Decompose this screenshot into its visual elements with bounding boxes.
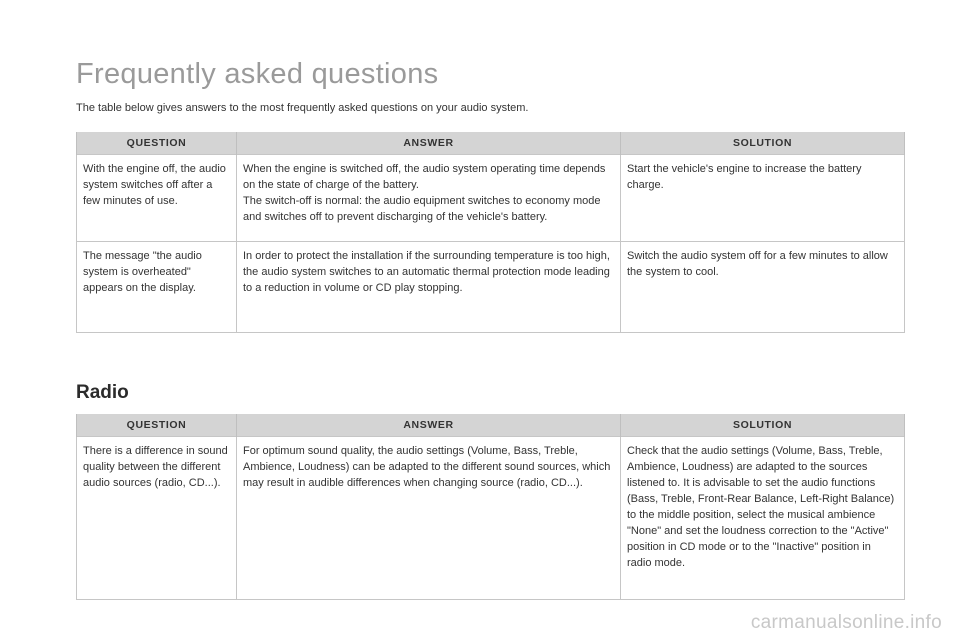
table-row [77,155,905,242]
answer-text: In order to protect the installation if the surrounding temperature is too high, the audio system switches to an automatic thermal protection mode leading to a reduction in volume or CD play stopping. [243,250,610,294]
intro-text: The table below gives answers to the most frequently asked questions on your audio system. [76,102,529,114]
section-heading-radio: Radio [76,382,129,403]
table-header-row [77,414,905,437]
question-cell: The message "the audio system is overheated" appears on the display. [77,242,237,333]
header-answer: ANSWER [237,132,621,155]
table-row [77,437,905,600]
faq-table-radio [76,414,905,600]
header-question: QUESTION [77,132,237,155]
header-solution: SOLUTION [621,132,905,155]
solution-cell: Start the vehicle's engine to increase the battery charge. [621,155,905,242]
table-row [77,242,905,333]
answer-cell [237,155,621,242]
question-cell: With the engine off, the audio system switches off after a few minutes of use. [77,155,237,242]
answer-cell [237,242,621,333]
answer-text: The switch-off is normal: the audio equipment switches to economy mode and switches off to prevent discharging of the vehicle's battery. [243,195,601,223]
watermark: carmanualsonline.info [750,612,942,633]
answer-cell [237,437,621,600]
header-solution: SOLUTION [621,414,905,437]
header-answer: ANSWER [237,414,621,437]
table-header-row [77,132,905,155]
solution-cell: Check that the audio settings (Volume, Bass, Treble, Ambience, Loudness) are adapted to the sources listened to. It is advisable to set the audio functions (Bass, Treble, Front-Rear Balance, Left-Right Balance) to the middle position, select the musical ambience "None" and set the loudness correction to the "Active" position in CD mode or to the "Inactive" position in radio mode. [621,437,905,600]
solution-cell: Switch the audio system off for a few minutes to allow the system to cool. [621,242,905,333]
question-cell: There is a difference in sound quality between the different audio sources (radio, CD...). [77,437,237,600]
answer-text: When the engine is switched off, the audio system operating time depends on the state of charge of the battery. [243,163,606,191]
answer-text: For optimum sound quality, the audio settings (Volume, Bass, Treble, Ambience, Loudness) can be adapted to the different sound sources, which may result in audible differences when changing source (radio, CD...). [243,445,611,489]
header-question: QUESTION [77,414,237,437]
faq-table-general [76,132,905,333]
page-title: Frequently asked questions [76,58,439,90]
